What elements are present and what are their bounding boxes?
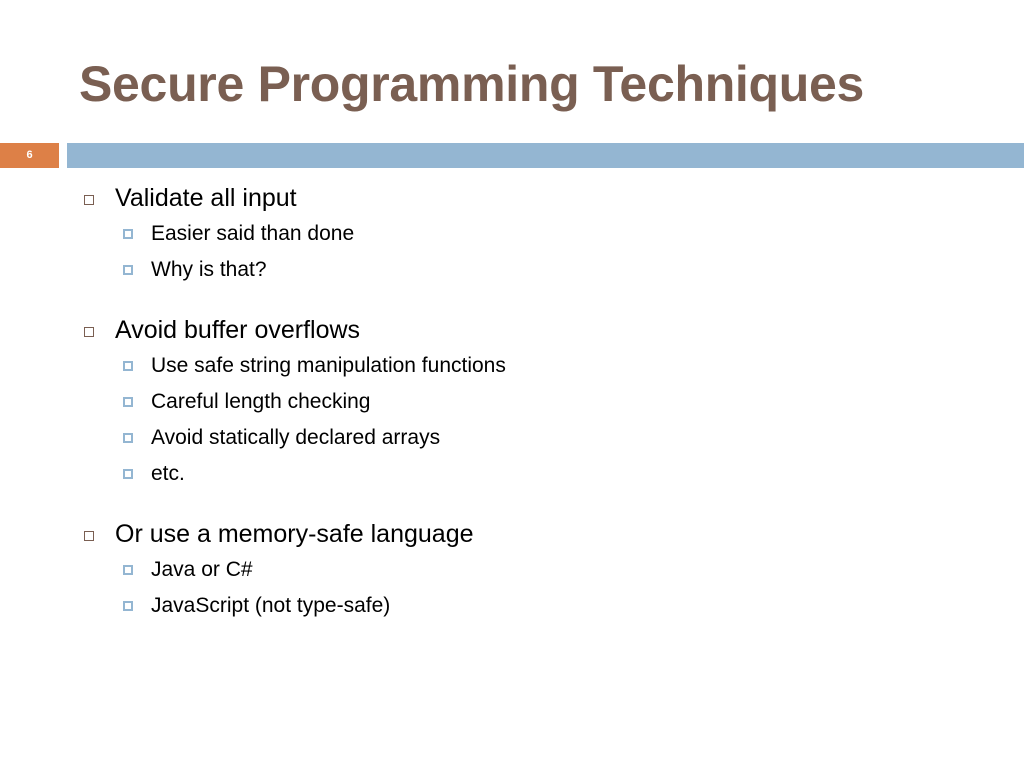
bullet-group [80,312,980,492]
sub-bullet-list [80,216,980,288]
square-bullet-icon [123,361,133,371]
square-bullet-icon [123,229,133,239]
sub-bullet-item [80,456,980,492]
square-bullet-icon [123,469,133,479]
sub-bullet-item [80,216,980,252]
sub-bullet-item [80,552,980,588]
page-number-tab [0,143,59,168]
hollow-square-bullet-icon [84,327,94,337]
bullet-text: Avoid buffer overflows [115,316,361,344]
square-bullet-icon [123,433,133,443]
hollow-square-bullet-icon [84,531,94,541]
bullet-item [80,312,980,348]
bullet-item [80,180,980,216]
square-bullet-icon [123,601,133,611]
sub-bullet-item [80,348,980,384]
sub-bullet-text: etc. [151,462,185,485]
bullet-group [80,180,980,288]
sub-bullet-text: Avoid statically declared arrays [151,426,441,449]
page-number: 6 [26,149,33,161]
sub-bullet-text: Easier said than done [151,222,355,245]
sub-bullet-list [80,348,980,492]
accent-bar [67,143,1024,168]
sub-bullet-item [80,252,980,288]
square-bullet-icon [123,565,133,575]
sub-bullet-text: Why is that? [151,258,267,281]
square-bullet-icon [123,397,133,407]
sub-bullet-list [80,552,980,624]
hollow-square-bullet-icon [84,195,94,205]
bullet-list [80,180,980,648]
sub-bullet-text: Java or C# [151,558,253,581]
sub-bullet-item [80,384,980,420]
sub-bullet-text: Use safe string manipulation functions [151,354,506,377]
sub-bullet-item [80,420,980,456]
sub-bullet-text: Careful length checking [151,390,371,413]
bullet-text: Validate all input [115,184,297,212]
bullet-item [80,516,980,552]
sub-bullet-item [80,588,980,624]
slide-title: Secure Programming Techniques [79,56,865,112]
sub-bullet-text: JavaScript (not type-safe) [151,594,391,617]
bullet-group [80,516,980,624]
bullet-text: Or use a memory-safe language [115,520,474,548]
square-bullet-icon [123,265,133,275]
